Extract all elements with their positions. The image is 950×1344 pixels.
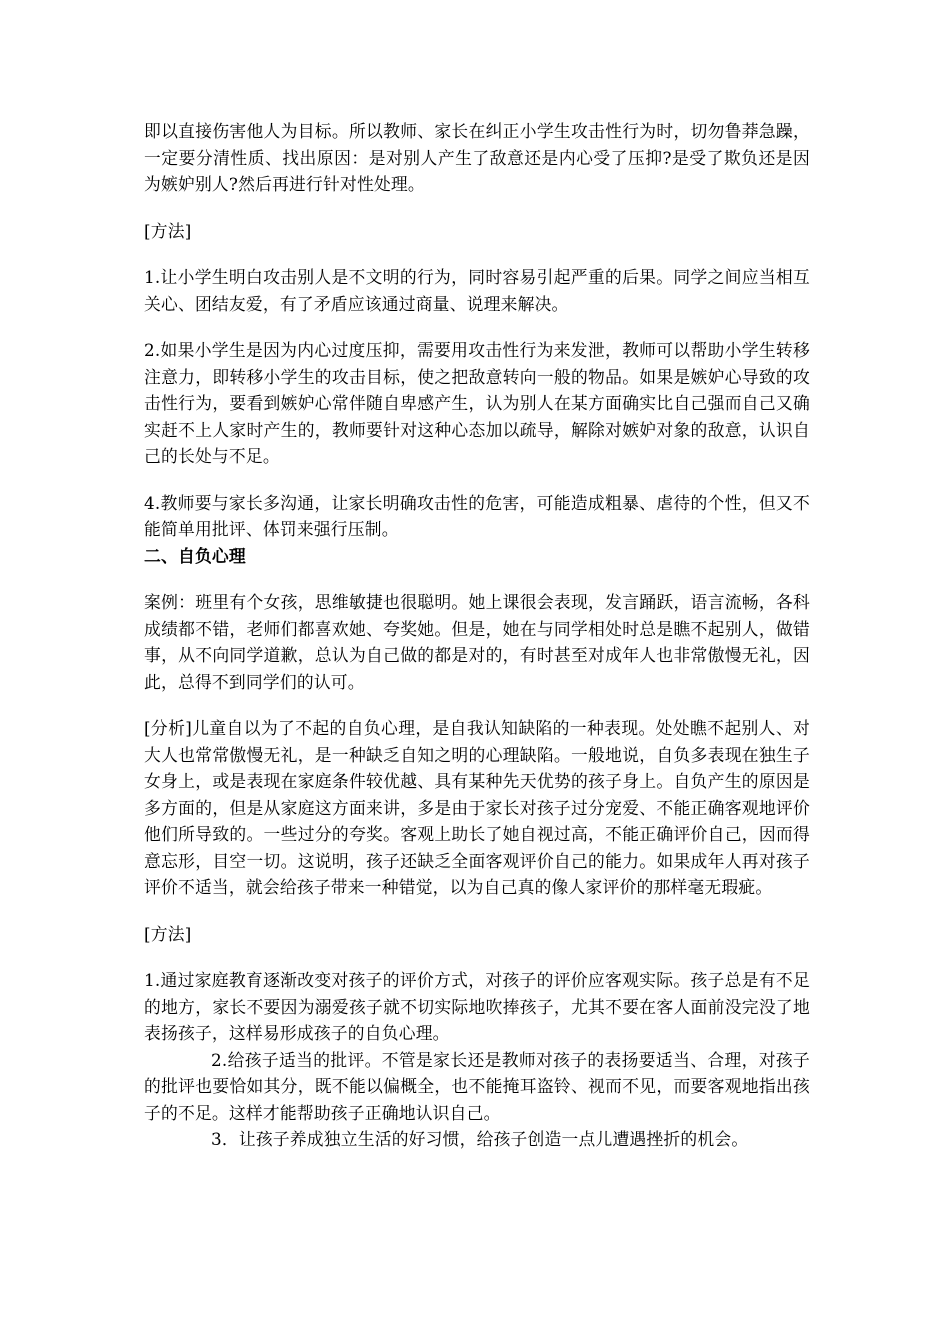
section2-method-item-2: 2.给孩子适当的批评。不管是家长还是教师对孩子的表扬要适当、合理，对孩子的批评也要恰如其分，既不能以偏概全，也不能掩耳盗铃、视而不见，而要客观地指出孩子的不足。这样才能帮助孩子正确地认识自己。 — [144, 1049, 810, 1123]
section2-method-label: [方法] — [144, 923, 192, 944]
section2-method-item-3: 3．让孩子养成独立生活的好习惯，给孩子创造一点儿遭遇挫折的机会。 — [211, 1129, 749, 1149]
section1-method-label: [方法] — [144, 220, 192, 241]
section1-method-item-1: 1.让小学生明白攻击别人是不文明的行为，同时容易引起严重的后果。同学之间应当相互关心、团结友爱，有了矛盾应该通过商量、说理来解决。 — [144, 267, 810, 314]
section1-method-item-2: 2.如果小学生是因为内心过度压抑，需要用攻击性行为来发泄，教师可以帮助小学生转移注意力，即转移小学生的攻击目标，使之把敌意转向一般的物品。如果是嫉妒心导致的攻击性行为，要看到嫉妒心常伴随自卑感产生，认为别人在某方面确实比自己强而自己又确实赶不上人家时产生的，教师要针对这种心态加以疏导，解除对嫉妒对象的敌意，认识自己的长处与不足。 — [144, 340, 810, 466]
section2-heading: 二、自负心理 — [144, 545, 246, 566]
section2-analysis-paragraph: [分析]儿童自以为了不起的自负心理，是自我认知缺陷的一种表现。处处瞧不起别人、对大人也常常傲慢无礼，是一种缺乏自知之明的心理缺陷。一般地说，自负多表现在独生子女身上，或是表现在家庭条件较优越、具有某种先天优势的孩子身上。自负产生的原因是多方面的，但是从家庭这方面来讲，多是由于家长对孩子过分宠爱、不能正确客观地评价他们所导致的。一些过分的夸奖。客观上助长了她自视过高，不能正确评价自己，因而得意忘形，目空一切。这说明，孩子还缺乏全面客观评价自己的能力。如果成年人再对孩子评价不适当，就会给孩子带来一种错觉，以为自己真的像人家评价的那样毫无瑕疵。 — [144, 718, 810, 897]
section1-intro-paragraph: 即以直接伤害他人为目标。所以教师、家长在纠正小学生攻击性行为时，切勿鲁莽急躁，一定要分清性质、找出原因：是对别人产生了敌意还是内心受了压抑?是受了欺负还是因为嫉妒别人?然后再进行针对性处理。 — [144, 121, 810, 194]
section2-method-item-1: 1.通过家庭教育逐渐改变对孩子的评价方式，对孩子的评价应客观实际。孩子总是有不足的地方，家长不要因为溺爱孩子就不切实际地吹捧孩子，尤其不要在客人面前没完没了地表扬孩子，这样易形成孩子的自负心理。 — [144, 970, 810, 1043]
section2-case-paragraph: 案例：班里有个女孩，思维敏捷也很聪明。她上课很会表现，发言踊跃，语言流畅，各科成绩都不错，老师们都喜欢她、夸奖她。但是，她在与同学相处时总是瞧不起别人，做错事，从不向同学道歉，总认为自己做的都是对的，有时甚至对成年人也非常傲慢无礼，因此，总得不到同学们的认可。 — [144, 592, 810, 692]
section1-method-item-4: 4.教师要与家长多沟通，让家长明确攻击性的危害，可能造成粗暴、虐待的个性，但又不能简单用批评、体罚来强行压制。 — [144, 492, 810, 539]
document-page — [144, 118, 810, 1153]
